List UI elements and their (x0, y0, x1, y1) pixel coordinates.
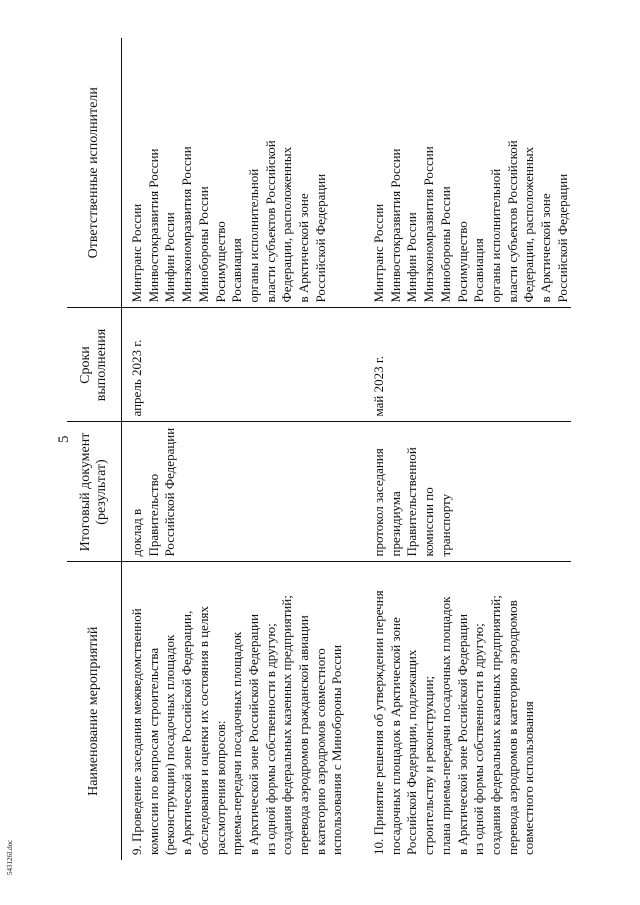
cell-event-line: Российской Федерации, подлежащих (404, 649, 420, 855)
cell-event-line: перевода аэродромов в категорию аэродромов (504, 600, 520, 855)
cell-document-line: комиссии по (421, 487, 437, 557)
cell-executors-line: Росимущество (454, 221, 470, 303)
cell-document-line: доклад в (129, 508, 144, 557)
table-body (122, 38, 572, 860)
cell-event-line: обследования и оценки их состояния в целях (195, 606, 211, 855)
action-plan-table (67, 38, 571, 860)
cell-event-line: 9. Проведение заседания межведомственной (129, 608, 144, 855)
cell-executors-line: Федерации, расположенных (279, 146, 295, 303)
cell-event-line: совместного использования (521, 701, 537, 855)
cell-executors-line: Минобороны России (437, 186, 453, 303)
cell-executors-line: Российской Федерации (312, 173, 328, 303)
header-document: Итоговый документ (результат) (67, 422, 122, 562)
cell-event-line: 10. Принятие решения об утверждении перечня (371, 590, 386, 855)
cell-executors-line: Минфин России (162, 212, 178, 303)
cell-deadline-line: апрель 2023 г. (129, 339, 144, 417)
cell-event-line: (реконструкции) посадочных площадок (162, 634, 178, 855)
cell-executors-line: в Арктической зоне (296, 193, 312, 303)
cell-executors-line: в Арктической зоне (538, 193, 554, 303)
header-deadline: Сроки выполнения (67, 308, 122, 422)
cell-document-line: Российской Федерации (162, 427, 178, 557)
cell-deadline (122, 308, 356, 422)
cell-executors-line: Федерации, расположенных (521, 146, 537, 303)
cell-event-line: перевода аэродромов гражданской авиации (296, 615, 312, 855)
cell-executors-line: власти субъектов Российской (504, 140, 520, 303)
cell-executors-line: органы исполнительной (245, 168, 261, 303)
cell-event-line: использования с Минобороны России (329, 644, 345, 855)
header-event: Наименование мероприятий (67, 562, 122, 860)
cell-event-line: создания федеральных казенных предприятий; (279, 595, 295, 855)
cell-executors-line: Минобороны России (195, 186, 211, 303)
cell-event-line: создания федеральных казенных предприятий; (487, 595, 503, 855)
cell-document (122, 422, 356, 562)
cell-executors-line: Минэкономразвития России (179, 146, 195, 303)
cell-executors-line: Минвостокразвития России (145, 148, 161, 303)
cell-event-line: строительству и реконструкции; (421, 675, 437, 855)
cell-executors-line: Росавиация (471, 238, 487, 303)
cell-document-line: Правительство (145, 473, 161, 557)
cell-event-line: посадочных площадок в Арктической зоне (387, 617, 403, 855)
cell-event (355, 562, 571, 860)
cell-document-line: президиума (387, 491, 403, 557)
table-row (355, 38, 571, 860)
cell-executors-line: Минфин России (404, 212, 420, 303)
cell-executors-line: Минвостокразвития России (387, 148, 403, 303)
cell-event-line: плана приема-передачи посадочных площадок (437, 596, 453, 855)
cell-deadline (355, 308, 571, 422)
cell-executors-line: Минэкономразвития России (421, 146, 437, 303)
cell-deadline-line: май 2023 г. (371, 356, 386, 417)
cell-event-line: из одной формы собственности в другую; (471, 623, 487, 855)
page-number: 5 (56, 435, 72, 443)
cell-executors-line: Российской Федерации (554, 173, 570, 303)
cell-document-line: Правительственной (404, 447, 420, 557)
cell-executors-line: Росимущество (212, 221, 228, 303)
cell-event-line: в Арктической зоне Российской Федерации, (179, 610, 195, 855)
cell-document (355, 422, 571, 562)
cell-document-line: протокол заседания (371, 448, 386, 557)
cell-executors-line: власти субъектов Российской (262, 140, 278, 303)
cell-event (122, 562, 356, 860)
cell-event-line: в Арктической зоне Российской Федерации (245, 613, 261, 855)
cell-executors (122, 38, 356, 308)
cell-document-line: транспорту (437, 493, 453, 557)
cell-executors-line: Минтранс России (371, 203, 386, 303)
cell-executors-line: органы исполнительной (487, 168, 503, 303)
cell-event-line: в категорию аэродромов совместного (312, 648, 328, 855)
cell-event-line: в Арктической зоне Российской Федерации (454, 613, 470, 855)
cell-event-line: комиссии по вопросам строительства (145, 647, 161, 855)
header-executors: Ответственные исполнители (67, 38, 122, 308)
cell-executors (355, 38, 571, 308)
cell-executors-line: Минтранс России (129, 203, 144, 303)
table-header-row (67, 38, 122, 860)
cell-event-line: из одной формы собственности в другую; (262, 623, 278, 855)
cell-executors-line: Росавиация (229, 238, 245, 303)
footer-document-id: 543126I.doc (6, 839, 14, 875)
cell-event-line: рассмотрения вопросов: (212, 720, 228, 855)
cell-event-line: приема-передачи посадочных площадок (229, 631, 245, 855)
table-row (122, 38, 356, 860)
rotated-table-container (67, 38, 570, 860)
